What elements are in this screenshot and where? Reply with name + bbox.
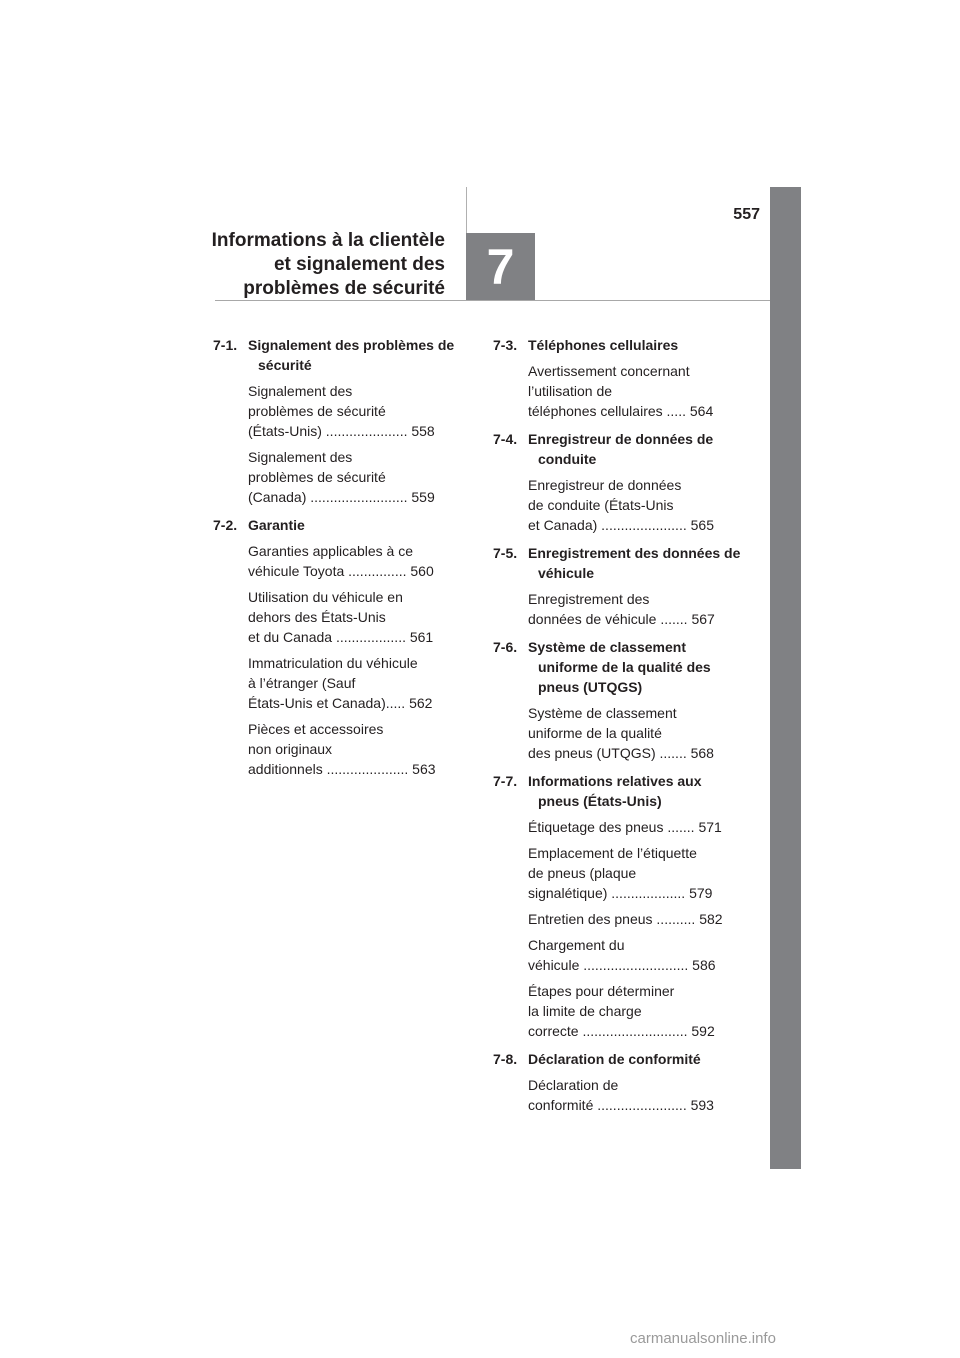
toc-section-heading[interactable] bbox=[493, 543, 743, 583]
toc-entry[interactable] bbox=[528, 703, 743, 763]
toc-section-number: 7-5. bbox=[493, 545, 518, 561]
toc-section-title: Informations relatives aux pneus (États-Unis) bbox=[528, 773, 702, 809]
toc-entry-line: dehors des États-Unis bbox=[248, 609, 386, 625]
toc-entry-line: Avertissement concernant bbox=[528, 363, 690, 379]
page-number: 557 bbox=[733, 206, 760, 223]
toc-entry-line: conformité ....................... 593 bbox=[528, 1097, 714, 1113]
toc-entry[interactable] bbox=[248, 719, 463, 779]
toc-entry-line: Étapes pour déterminer bbox=[528, 983, 675, 999]
toc-entry-line: des pneus (UTQGS) ....... 568 bbox=[528, 745, 714, 761]
toc-entry-line: Étiquetage des pneus ....... 571 bbox=[528, 819, 722, 835]
toc-entry-line: (États-Unis) ..................... 558 bbox=[248, 423, 435, 439]
toc-section bbox=[493, 771, 743, 1041]
toc-section-title: Système de classement uniforme de la qualité des pneus (UTQGS) bbox=[528, 639, 711, 695]
toc-section-heading[interactable] bbox=[493, 771, 743, 811]
toc-section bbox=[493, 1049, 743, 1115]
toc-section-heading[interactable] bbox=[493, 637, 743, 697]
toc-section bbox=[493, 543, 743, 629]
toc-entry-line: Enregistreur de données bbox=[528, 477, 682, 493]
toc-entry[interactable] bbox=[528, 981, 743, 1041]
chapter-title-line: Informations à la clientèle bbox=[211, 230, 445, 251]
toc-entry-line: Chargement du bbox=[528, 937, 625, 953]
toc-section-number: 7-3. bbox=[493, 337, 518, 353]
toc-section bbox=[493, 335, 743, 421]
toc-entry-line: l’utilisation de bbox=[528, 383, 613, 399]
toc-entry-line: Entretien des pneus .......... 582 bbox=[528, 911, 723, 927]
toc-entry-line: Pièces et accessoires bbox=[248, 721, 384, 737]
toc-right-column bbox=[493, 335, 743, 1123]
toc-section-number: 7-6. bbox=[493, 639, 518, 655]
toc-entry-line: de conduite (États-Unis bbox=[528, 497, 674, 513]
toc-entry-line: Système de classement bbox=[528, 705, 677, 721]
chapter-number: 7 bbox=[486, 238, 515, 295]
toc-entry-line: Utilisation du véhicule en bbox=[248, 589, 403, 605]
toc-entry-line: à l’étranger (Sauf bbox=[248, 675, 356, 691]
toc-section bbox=[213, 335, 463, 507]
toc-entry-line: Déclaration de bbox=[528, 1077, 619, 1093]
toc-entry[interactable] bbox=[528, 589, 743, 629]
toc-left-column bbox=[213, 335, 463, 787]
toc-section-heading[interactable] bbox=[213, 515, 463, 535]
toc-entry[interactable] bbox=[248, 447, 463, 507]
chapter-title-line: problèmes de sécurité bbox=[243, 278, 445, 299]
toc-section-heading[interactable] bbox=[493, 1049, 743, 1069]
toc-entry-line: correcte ........................... 592 bbox=[528, 1023, 715, 1039]
toc-entry-line: de pneus (plaque bbox=[528, 865, 637, 881]
toc-entry-line: téléphones cellulaires ..... 564 bbox=[528, 403, 714, 419]
chapter-side-tab bbox=[770, 187, 801, 1169]
toc-entry-line: uniforme de la qualité bbox=[528, 725, 662, 741]
toc-entry[interactable] bbox=[248, 653, 463, 713]
toc-entry-line: Enregistrement des bbox=[528, 591, 650, 607]
toc-entry[interactable] bbox=[528, 817, 743, 837]
toc-section bbox=[493, 429, 743, 535]
toc-entry[interactable] bbox=[248, 587, 463, 647]
toc-entry-line: données de véhicule ....... 567 bbox=[528, 611, 715, 627]
toc-entry-line: (Canada) ......................... 559 bbox=[248, 489, 435, 505]
toc-entry-line: Signalement des bbox=[248, 449, 353, 465]
toc-entry-line: additionnels ..................... 563 bbox=[248, 761, 436, 777]
toc-entry-line: véhicule Toyota ............... 560 bbox=[248, 563, 434, 579]
toc-section-number: 7-7. bbox=[493, 773, 518, 789]
toc-entry[interactable] bbox=[528, 475, 743, 535]
toc-section-number: 7-4. bbox=[493, 431, 518, 447]
toc-section-number: 7-8. bbox=[493, 1051, 518, 1067]
toc-entry-line: Signalement des bbox=[248, 383, 353, 399]
toc-section-title: Garantie bbox=[248, 517, 305, 533]
toc-entry-line: la limite de charge bbox=[528, 1003, 642, 1019]
chapter-title bbox=[200, 229, 445, 301]
toc-section bbox=[493, 637, 743, 763]
chapter-number-box bbox=[466, 233, 535, 300]
toc-section-title: Déclaration de conformité bbox=[528, 1051, 701, 1067]
toc-entry-line: Immatriculation du véhicule bbox=[248, 655, 418, 671]
toc-entry-line: Emplacement de l’étiquette bbox=[528, 845, 697, 861]
toc-section-title: Enregistrement des données de véhicule bbox=[528, 545, 741, 581]
toc-entry-line: signalétique) ................... 579 bbox=[528, 885, 713, 901]
toc-entry-line: États-Unis et Canada)..... 562 bbox=[248, 695, 433, 711]
watermark: carmanualsonline.info bbox=[630, 1330, 776, 1347]
toc-section-number: 7-1. bbox=[213, 337, 238, 353]
toc-section bbox=[213, 515, 463, 779]
toc-section-title: Enregistreur de données de conduite bbox=[528, 431, 714, 467]
toc-entry[interactable] bbox=[528, 843, 743, 903]
toc-entry-line: Garanties applicables à ce bbox=[248, 543, 413, 559]
toc-entry[interactable] bbox=[248, 381, 463, 441]
toc-section-title: Signalement des problèmes de sécurité bbox=[248, 337, 455, 373]
toc-entry-line: problèmes de sécurité bbox=[248, 469, 386, 485]
toc-entry[interactable] bbox=[528, 361, 743, 421]
toc-entry[interactable] bbox=[528, 1075, 743, 1115]
toc-entry-line: véhicule ........................... 586 bbox=[528, 957, 716, 973]
toc-entry[interactable] bbox=[528, 935, 743, 975]
toc-entry[interactable] bbox=[528, 909, 743, 929]
toc-section-number: 7-2. bbox=[213, 517, 238, 533]
toc-section-heading[interactable] bbox=[493, 335, 743, 355]
toc-section-heading[interactable] bbox=[493, 429, 743, 469]
toc-section-heading[interactable] bbox=[213, 335, 463, 375]
toc-entry-line: problèmes de sécurité bbox=[248, 403, 386, 419]
toc-entry-line: non originaux bbox=[248, 741, 333, 757]
toc-entry-line: et Canada) ...................... 565 bbox=[528, 517, 714, 533]
toc-entry-line: et du Canada .................. 561 bbox=[248, 629, 434, 645]
toc-section-title: Téléphones cellulaires bbox=[528, 337, 679, 353]
toc-entry[interactable] bbox=[248, 541, 463, 581]
chapter-title-line: et signalement des bbox=[273, 254, 445, 275]
